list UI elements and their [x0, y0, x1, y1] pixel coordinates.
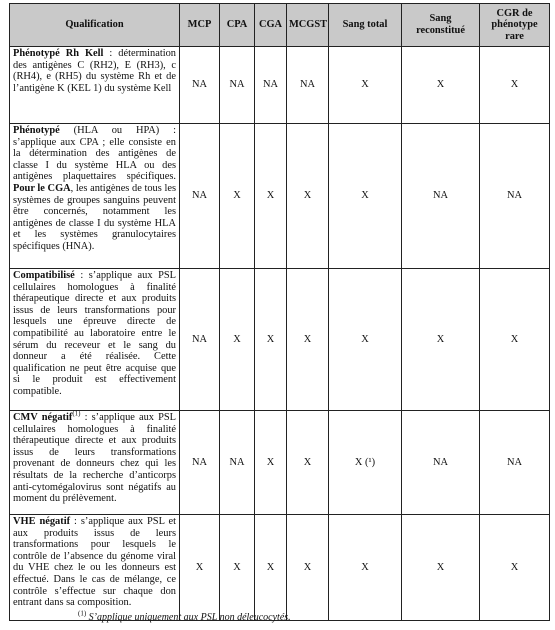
header-cpa: CPA	[220, 4, 255, 47]
header-cga: CGA	[255, 4, 287, 47]
qualification-description	[10, 124, 180, 269]
table-row	[10, 411, 550, 515]
cell-sang-reconstitue: NA	[402, 124, 480, 269]
qualification-text: (HLA ou HPA) : s’applique aux CPA ; elle consiste en la détermination des antigènes de classe I du système HLA ou des antigènes plaquettaires spécifiques.	[13, 125, 176, 183]
cell-mcp: NA	[180, 411, 220, 515]
qualification-text: , les antigènes de tous les systèmes de groupes sanguins peuvent être concernés, notamment les antigènes de classe I du système HLA et les systèmes granulocytaires spécifiques (HNA).	[13, 182, 176, 252]
table-row	[10, 47, 550, 124]
cell-cgr-phenotype-rare: X	[480, 269, 550, 411]
cell-sang-reconstitue: X	[402, 269, 480, 411]
qualification-text: : s’applique aux PSL et aux produits issus de leurs transformations pour lesquels le contrôle de l’absence du génome viral du VHE chez le ou les donneurs est effectué. Dans le cas de mélange, ce contrôle s’effectue sur chaque don entrant dans sa composition.	[13, 516, 176, 609]
qualification-text: : s’applique aux PSL cellulaires homologues à finalité thérapeutique directe et aux produits issus de leurs transformations pour lesquels une épreuve directe de compatibilité au laboratoire entre le sérum du receveur et le sang du donneur a été réalisée. Cette qualification ne peut être acquise que si le produit est effectivement compatible.	[13, 270, 176, 397]
cell-cpa: X	[220, 269, 255, 411]
cell-mcp: NA	[180, 269, 220, 411]
qualification-table	[9, 3, 550, 621]
cell-mcp: NA	[180, 47, 220, 124]
cell-cpa: X	[220, 515, 255, 621]
qualification-description	[10, 269, 180, 411]
qualification-description	[10, 411, 180, 515]
cell-cga: X	[255, 411, 287, 515]
footnote-marker: (1)	[78, 609, 87, 618]
cell-mcgst: NA	[287, 47, 329, 124]
footnote-ref: (1)	[72, 409, 81, 418]
cell-cpa: X	[220, 124, 255, 269]
cell-sang-total: X	[329, 124, 402, 269]
qualification-text: : s’applique aux PSL cellulaires homologues à finalité thérapeutique directe et aux produits issus de leurs transformations provenant de donneurs chez qui les résultats de la recherche d’anticorps anti-cytomégalovirus sont négatifs au moment du prélèvement.	[13, 412, 176, 505]
header-cgr-phenotype-rare: CGR de phénotype rare	[480, 4, 550, 47]
header-sang-total: Sang total	[329, 4, 402, 47]
cell-sang-total: X	[329, 47, 402, 124]
cell-cgr-phenotype-rare: X	[480, 515, 550, 621]
cell-sang-reconstitue: NA	[402, 411, 480, 515]
qualification-name: Pour le CGA	[13, 182, 71, 194]
qualification-name: Phénotypé Rh Kell	[13, 48, 104, 59]
cell-mcp: NA	[180, 124, 220, 269]
qualification-name: VHE négatif	[13, 516, 71, 527]
cell-cga: X	[255, 269, 287, 411]
footnote-text: S’applique uniquement aux PSL non déleucocytés.	[86, 612, 291, 623]
table-row	[10, 269, 550, 411]
table-row	[10, 515, 550, 621]
cell-sang-reconstitue: X	[402, 515, 480, 621]
qualification-name: Phénotypé	[13, 125, 60, 136]
cell-sang-total: X (¹)	[329, 411, 402, 515]
cell-cga: NA	[255, 47, 287, 124]
cell-cgr-phenotype-rare: X	[480, 47, 550, 124]
cell-mcgst: X	[287, 269, 329, 411]
cell-sang-reconstitue: X	[402, 47, 480, 124]
cell-cpa: NA	[220, 411, 255, 515]
table-row	[10, 124, 550, 269]
header-mcgst: MCGST	[287, 4, 329, 47]
cell-mcp: X	[180, 515, 220, 621]
header-qualification: Qualification	[10, 4, 180, 47]
cell-mcgst: X	[287, 124, 329, 269]
cell-sang-total: X	[329, 515, 402, 621]
cell-cga: X	[255, 124, 287, 269]
qualification-name: CMV négatif	[13, 412, 73, 423]
qualification-description	[10, 515, 180, 621]
cell-mcgst: X	[287, 515, 329, 621]
cell-cga: X	[255, 515, 287, 621]
qualification-description	[10, 47, 180, 124]
qualification-name: Compatibilisé	[13, 270, 75, 281]
cell-mcgst: X	[287, 411, 329, 515]
header-row	[10, 4, 550, 47]
header-mcp: MCP	[180, 4, 220, 47]
cell-cgr-phenotype-rare: NA	[480, 124, 550, 269]
qualification-text: : détermination des antigènes C (RH2), E (RH3), c (RH4), e (RH5) du système Rh et de l’antigène K (KEL 1) du système Kell	[13, 48, 176, 94]
cell-sang-total: X	[329, 269, 402, 411]
cell-cpa: NA	[220, 47, 255, 124]
cell-cgr-phenotype-rare: NA	[480, 411, 550, 515]
header-sang-reconstitue: Sang reconstitué	[402, 4, 480, 47]
footnote	[78, 609, 291, 623]
